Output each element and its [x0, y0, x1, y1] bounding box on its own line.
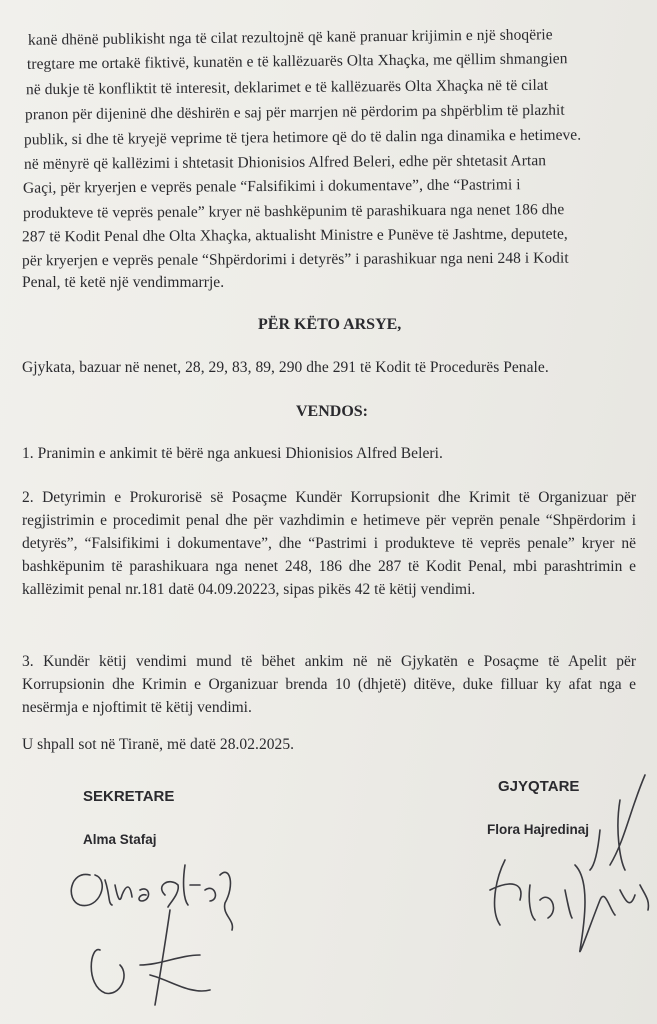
judge-signature: [480, 770, 655, 990]
announcement-date: U shpall sot në Tiranë, më datë 28.02.2025.: [22, 736, 295, 753]
text-line: produkteve të veprës penale” kryer në bashkëpunim të parashikuara nga nenet 186 dhe: [22, 201, 565, 222]
secretary-name: Alma Stafaj: [83, 832, 157, 847]
section-heading: PËR KËTO ARSYE,: [258, 316, 402, 333]
secretary-label: SEKRETARE: [83, 788, 175, 805]
text-line: publik, si dhe të kryejë veprime të tjera hetimore që do të dalin nga dinamika e hetimeve.: [23, 126, 582, 149]
text-line: kanë dhënë publikisht nga të cilat rezultojnë që kanë pranuar krijimin e një shoqërie: [27, 26, 553, 49]
decision-item-1: 1. Pranimin e ankimit të bërë nga ankuesi Dhionisios Alfred Beleri.: [22, 445, 443, 462]
text-line: tregtare me ortakë fiktivë, kunatën e të kallëzuarës Olta Xhaçka, me qëllim shmangien: [26, 50, 568, 73]
text-line: Penal, të ketë një vendimmarrje.: [22, 274, 225, 291]
decision-heading: VENDOS:: [296, 403, 369, 420]
decision-item-2: 2. Detyrimin e Prokurorisë së Posaçme Kundër Korrupsionit dhe Krimit të Organizuar për regjistrimin e procedimit penal dhe për vazhdimin e hetimeve për veprën penale “Shpërdorim i detyrës”, “Falsifikimi i dokumentave”, dhe “Pastrimi i produkteve të veprës penale” kryer në bashkëpunim të parashikuara nga nenet 248, 186 dhe 287 të Kodit Penal, mbi parashtrimin e kallëzimit penal nr.181 datë 04.09.20223, sipas pikës 42 të këtij vendimi.: [22, 489, 636, 598]
judge-name: Flora Hajredinaj: [487, 822, 590, 837]
text-line: 287 të Kodit Penal dhe Olta Xhaçka, aktualisht Ministre e Punëve të Jashtme, deputete,: [21, 225, 568, 246]
text-line: në dukje të konfliktit të interesit, deklarimet e të kallëzuarës Olta Xhaçka në të cilat: [25, 76, 549, 99]
legal-basis: Gjykata, bazuar në nenet, 28, 29, 83, 89, 290 dhe 291 të Kodit të Procedurës Penale.: [22, 359, 549, 376]
judge-label: GJYQTARE: [498, 778, 580, 795]
secretary-signature: [60, 855, 260, 1020]
decision-item-3: 3. Kundër këtij vendimi mund të bëhet ankim në në Gjykatën e Posaçme të Apelit për Korrupsionin dhe Krimin e Organizuar brenda 10 (dhjetë) ditëve, duke filluar ky afat nga e nesërmja e njoftimit të këtij vendimi.: [22, 653, 636, 716]
text-line: pranon për dijeninë dhe dëshirën e saj për marrjen në përdorim pa shpërblim të plazhit: [24, 101, 565, 124]
text-line: Gaçi, për kryerjen e veprës penale “Falsifikimi i dokumentave”, dhe “Pastrimi i: [22, 176, 521, 197]
text-line: në mënyrë që kallëzimi i shtetasit Dhionisios Alfred Beleri, edhe për shtetasit Artan: [23, 152, 547, 173]
text-line: për kryerjen e veprës penale “Shpërdorimi i detyrës” i parashikuar nga neni 248 i Kodit: [21, 249, 569, 270]
